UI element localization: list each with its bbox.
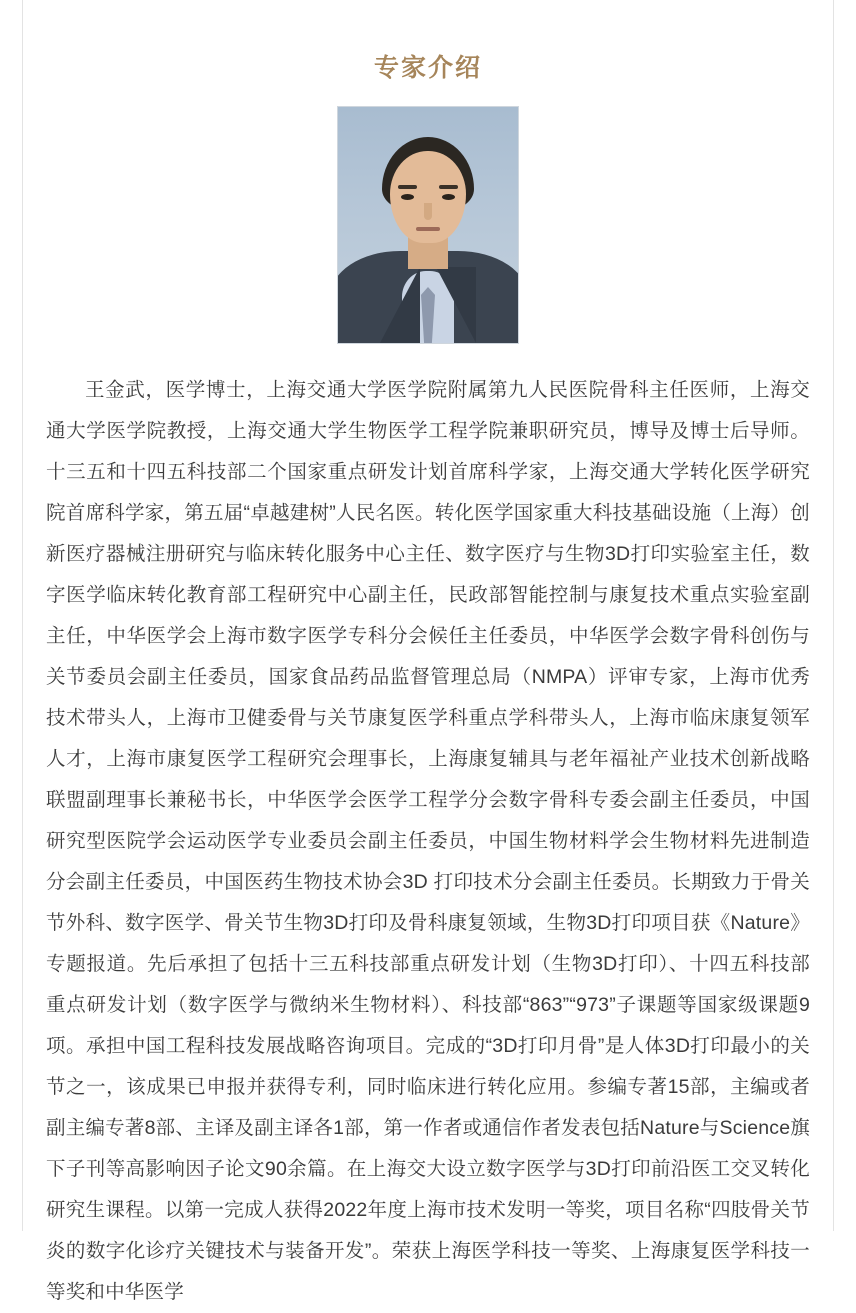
portrait-mouth (416, 227, 440, 231)
portrait-container (46, 106, 810, 370)
portrait-eyebrow-right (439, 185, 458, 189)
portrait-lapel-right (436, 267, 476, 343)
portrait-eye-left (401, 194, 414, 200)
portrait-nose (424, 203, 432, 220)
page-title: 专家介绍 (373, 55, 482, 82)
portrait-lapel-left (380, 267, 420, 343)
portrait-eyebrow-left (398, 185, 417, 189)
portrait-eye-right (442, 194, 455, 200)
expert-biography-paragraph: 王金武，医学博士，上海交通大学医学院附属第九人民医院骨科主任医师，上海交通大学医学院教授，上海交通大学生物医学工程学院兼职研究员，博导及博士后导师。十三五和十四五科技部二个国家重点研发计划首席科学家，上海交通大学转化医学研究院首席科学家，第五届“卓越建树”人民名医。转化医学国家重大科技基础设施（上海）创新医疗器械注册研究与临床转化服务中心主任、数字医疗与生物3D打印实验室主任，数字医学临床转化教育部工程研究中心副主任，民政部智能控制与康复技术重点实验室副主任，中华医学会上海市数字医学专科分会候任主任委员，中华医学会数字骨科创伤与关节委员会副主任委员，国家食品药品监督管理总局（NMPA）评审专家，上海市优秀技术带头人，上海市卫健委骨与关节康复医学科重点学科带头人，上海市临床康复领军人才，上海市康复医学工程研究会理事长，上海康复辅具与老年福祉产业技术创新战略联盟副理事长兼秘书长，中华医学会医学工程学分会数字骨科专委会副主任委员，中国研究型医院学会运动医学专业委员会副主任委员，中国生物材料学会生物材料先进制造分会副主任委员，中国医药生物技术协会3D 打印技术分会副主任委员。长期致力于骨关节外科、数字医学、骨关节生物3D打印及骨科康复领域，生物3D打印项目获《Nature》专题报道。先后承担了包括十三五科技部重点研发计划（生物3D打印）、十四五科技部重点研发计划（数字医学与微纳米生物材料）、科技部“863”“973”子课题等国家级课题9项。承担中国工程科技发展战略咨询项目。完成的“3D打印月骨”是人体3D打印最小的关节之一，该成果已申报并获得专利，同时临床进行转化应用。参编专著15部，主编或者副主编专著8部、主译及副主译各1部，第一作者或通信作者发表包括Nature与Science旗下子刊等高影响因子论文90余篇。在上海交大设立数字医学与3D打印前沿医工交叉转化研究生课程。以第一完成人获得2022年度上海市技术发明一等奖，项目名称“四肢骨关节炎的数字化诊疗关键技术与装备开发”。荣获上海医学科技一等奖、上海康复医学科技一等奖和中华医学 (46, 379, 810, 1303)
expert-portrait-photo (337, 106, 519, 344)
